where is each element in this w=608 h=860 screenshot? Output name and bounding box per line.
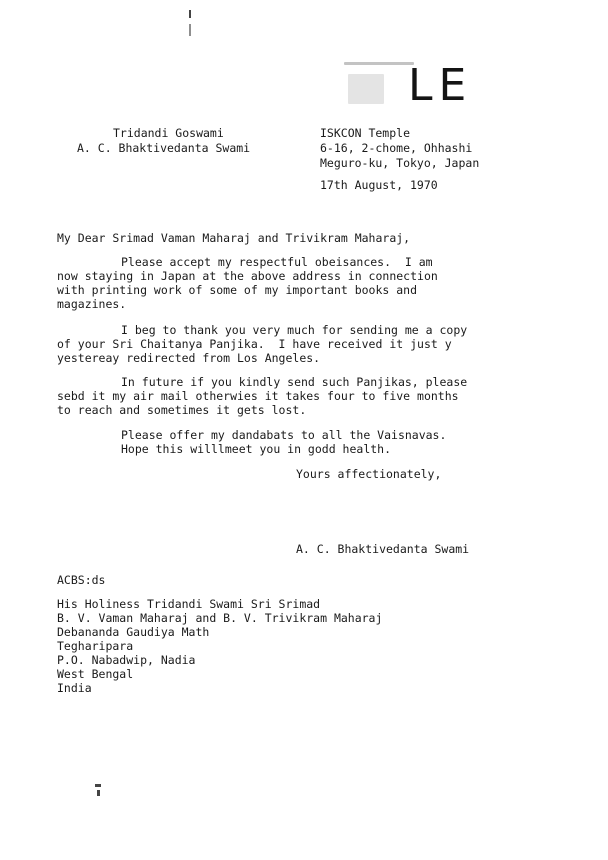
scan-mark-top-2 (189, 24, 191, 36)
reference-initials: ACBS:ds (57, 573, 106, 587)
recipient-line-6: West Bengal (57, 667, 134, 681)
p3-line-1: In future if you kindly send such Panjikas, please (121, 375, 468, 389)
file-stamp (342, 60, 482, 111)
recipient-line-7: India (57, 681, 92, 695)
signature: A. C. Bhaktivedanta Swami (296, 542, 470, 556)
scan-mark-bottom-2 (97, 790, 100, 796)
p1-line-2: now staying in Japan at the above address in connection (57, 269, 438, 283)
scan-mark-top (189, 10, 191, 18)
closing: Yours affectionately, (296, 467, 442, 481)
sender-line-2: A. C. Bhaktivedanta Swami (77, 141, 251, 155)
recipient-line-3: Debananda Gaudiya Math (57, 625, 210, 639)
address-line-3: Meguro-ku, Tokyo, Japan (320, 156, 480, 170)
p1-line-3: with printing work of some of my important books and (57, 283, 418, 297)
letter-date: 17th August, 1970 (320, 178, 438, 192)
address-line-2: 6-16, 2-chome, Ohhashi (320, 141, 473, 155)
sender-line-1: Tridandi Goswami (113, 126, 224, 140)
recipient-line-4: Tegharipara (57, 639, 134, 653)
p4-line-1: Please offer my dandabats to all the Vaisnavas. (121, 428, 447, 442)
stamp-smudge-2 (348, 74, 384, 104)
recipient-line-1: His Holiness Tridandi Swami Sri Srimad (57, 597, 321, 611)
p2-line-2: of your Sri Chaitanya Panjika. I have received it just y (57, 337, 452, 351)
stamp-smudge-1 (344, 62, 414, 65)
recipient-line-2: B. V. Vaman Maharaj and B. V. Trivikram Maharaj (57, 611, 383, 625)
p3-line-2: sebd it my air mail otherwies it takes four to five months (57, 389, 459, 403)
p2-line-3: yestereay redirected from Los Angeles. (57, 351, 321, 365)
p1-line-4: magazines. (57, 297, 127, 311)
stamp-text: LE (408, 60, 473, 111)
scan-mark-bottom (95, 784, 101, 787)
salutation: My Dear Srimad Vaman Maharaj and Trivikram Maharaj, (57, 231, 411, 245)
p3-line-3: to reach and sometimes it gets lost. (57, 403, 307, 417)
address-line-1: ISKCON Temple (320, 126, 411, 140)
p2-line-1: I beg to thank you very much for sending me a copy (121, 323, 468, 337)
p4-line-2: Hope this willlmeet you in godd health. (121, 442, 392, 456)
recipient-line-5: P.O. Nabadwip, Nadia (57, 653, 196, 667)
p1-line-1: Please accept my respectful obeisances. I am (121, 255, 433, 269)
